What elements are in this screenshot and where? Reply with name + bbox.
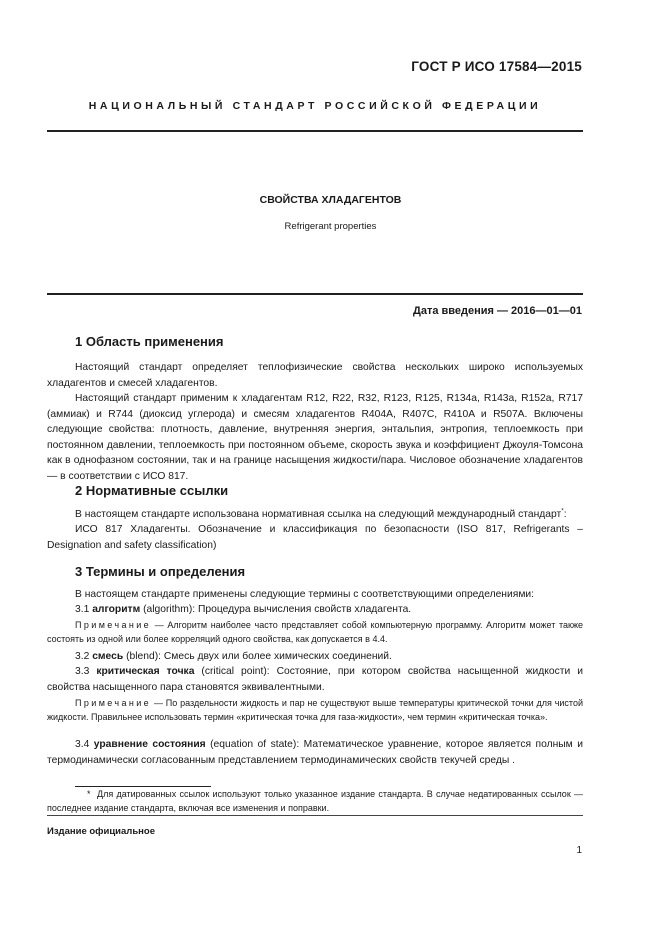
introduction-date: Дата введения — 2016—01—01 xyxy=(413,305,582,317)
footer-rule xyxy=(47,815,583,816)
footnote-mark: * xyxy=(87,789,91,799)
term-blend: 3.2 смесь (blend): Смесь двух или более химических соединений. xyxy=(75,651,392,662)
document-title-en: Refrigerant properties xyxy=(284,221,377,232)
section-3-heading: 3 Термины и определения xyxy=(75,564,246,579)
footnote-marker[interactable]: * xyxy=(561,507,564,515)
term-critical-point: 3.3 критическая точка (critical point): Состояние, при котором свойства насыщенной жидкости и свойства насыщенного пара становятся эквивалентными. xyxy=(47,666,583,693)
section-1-heading: 1 Область применения xyxy=(75,334,224,349)
national-standard-banner: НАЦИОНАЛЬНЫЙ СТАНДАРТ РОССИЙСКОЙ ФЕДЕРАЦИИ xyxy=(88,100,542,112)
note-label: Примечание xyxy=(75,698,152,708)
section-3-intro: В настоящем стандарте применены следующие термины с соответствующими определениями: xyxy=(75,589,535,600)
document-title-ru: СВОЙСТВА ХЛАДАГЕНТОВ xyxy=(259,194,402,206)
document-code: ГОСТ Р ИСО 17584—2015 xyxy=(411,59,582,74)
section-2-reference: ИСО 817 Хладагенты. Обозначение и классификация по безопасности (ISO 817, Refrigerants – Designation and safety classification) xyxy=(47,524,583,551)
note-algorithm: Примечание — Алгоритм наиболее часто представляет собой компьютерную программу. Алгоритм может также состоять из одной или более корреляций одного свойства, как допускается в 4.4. xyxy=(47,620,583,644)
footnote: * Для датированных ссылок используют только указанное издание стандарта. В случае недатированных ссылок — последнее издание стандарта, включая все изменения и поправки. xyxy=(47,789,583,813)
section-2-heading: 2 Нормативные ссылки xyxy=(75,483,229,498)
section-1-paragraph-1: Настоящий стандарт определяет теплофизические свойства нескольких широко используемых хладагентов и смесей хладагентов. xyxy=(47,362,583,389)
section-1-paragraph-2: Настоящий стандарт применим к хладагентам R12, R22, R32, R123, R125, R134a, R143a, R152a, R717 (аммиак) и R744 (диоксид углерода) и смесям хладагентов R404A, R407C, R410A и R507A. Включены следующие свойства: плотность, давление, внутренняя энергия, энтальпия, энтропия, теплоемкость при постоянном давлении, теплоемкость при постоянном объеме, скорость звука и коэффициент Джоуля-Томсона как в однофазном состоянии, так и на границе насыщения жидкости/пара. Числовое обозначение хладагентов — в соответствии с ИСО 817. xyxy=(47,393,583,482)
page-number: 1 xyxy=(576,845,582,856)
title-rule xyxy=(47,293,583,295)
term-algorithm: 3.1 алгоритм (algorithm): Процедура вычисления свойств хладагента. xyxy=(75,604,412,615)
note-label: Примечание xyxy=(75,620,152,630)
header-rule xyxy=(47,130,583,132)
footnote-separator xyxy=(75,786,211,787)
edition-label: Издание официальное xyxy=(47,826,155,837)
note-critical-point: Примечание — По раздельности жидкость и пар не существуют выше температуры критической точки для чистой жидкости. Правильнее использовать термин «критическая точка для газа-жидкости», чем термин «критическая точка». xyxy=(47,698,583,722)
term-equation-of-state: 3.4 уравнение состояния (equation of state): Математическое уравнение, которое является полным и термодинамически согласованным представлением термодинамических свойств текучей среды . xyxy=(47,739,583,766)
section-2-paragraph-1: В настоящем стандарте использована нормативная ссылка на следующий международный стандарт*: xyxy=(75,507,567,520)
